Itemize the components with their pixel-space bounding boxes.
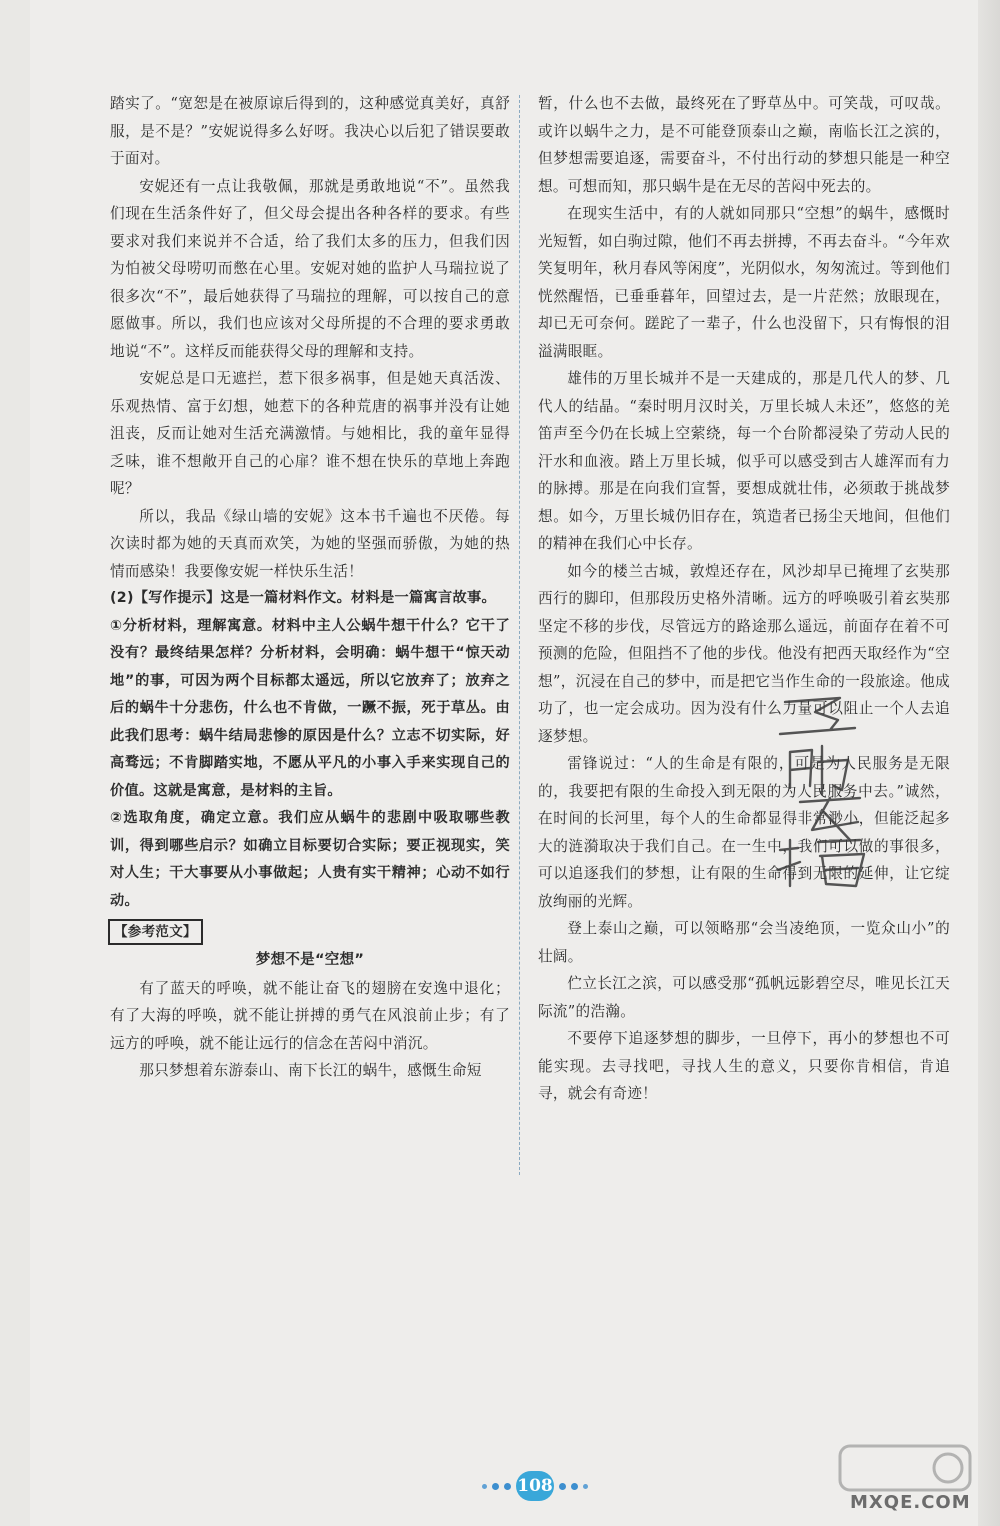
left-column xyxy=(110,90,510,1085)
body-paragraph: 安妮总是口无遮拦，惹下很多祸事，但是她天真活泼、乐观热情、富于幻想，她惹下的各种荒唐的祸事并没有让她沮丧，反而让她对生活充满激情。与她相比，我的童年显得乏味，谁不想敞开自己的心扉？谁不想在快乐的草地上奔跑呢？ xyxy=(110,370,510,497)
writing-tip-angle: ②选取角度，确定立意。我们应从蜗牛的悲剧中吸取哪些教训，得到哪些启示？如确立目标要切合实际；要正视现实，笑对人生；干大事要从小事做起；人贵有实干精神；心动不如行动。 xyxy=(110,810,510,909)
body-paragraph: 安妮还有一点让我敬佩，那就是勇敢地说“不”。虽然我们现在生活条件好了，但父母会提出各种各样的要求。有些要求对我们来说并不合适，给了我们太多的压力，但我们因为怕被父母唠叨而憋在心里。安妮对她的监护人马瑞拉说了很多次“不”，最后她获得了马瑞拉的理解，可以按自己的意愿做事。所以，我们也应该对父母所提的不合理的要求勇敢地说“不”。这样反而能获得父母的理解和支持。 xyxy=(110,177,510,360)
essay-paragraph: 在现实生活中，有的人就如同那只“空想”的蜗牛，感慨时光短暂，如白驹过隙，他们不再去拼搏，不再去奋斗。“今年欢笑复明年，秋月春风等闲度”，光阴似水，匆匆流过。等到他们恍然醒悟，已垂垂暮年，回望过去，是一片茫然；放眼现在，却已无可奈何。蹉跎了一辈子，什么也没留下，只有悔恨的泪溢满眼眶。 xyxy=(538,205,950,360)
essay-title: 梦想不是“空想” xyxy=(255,952,365,968)
body-paragraph: 所以，我品《绿山墙的安妮》这本书千遍也不厌倦。每次读时都为她的天真而欢笑，为她的坚强而骄傲，为她的热情而感染！我要像安妮一样快乐生活！ xyxy=(110,507,510,580)
watermark-glyph-icon xyxy=(820,1440,990,1495)
handwritten-annotation xyxy=(760,690,910,890)
essay-paragraph: 暂，什么也不去做，最终死在了野草丛中。可笑哉，可叹哉。或许以蜗牛之力，是不可能登顶泰山之巅，南临长江之滨的，但梦想需要追逐，需要奋斗，不付出行动的梦想只能是一种空想。可想而知，那只蜗牛是在无尽的苦闷中死去的。 xyxy=(538,95,950,195)
essay-paragraph: 登上泰山之巅，可以领略那“会当凌绝顶，一览众山小”的壮阔。 xyxy=(538,920,950,965)
page-number: 108 xyxy=(516,1471,554,1501)
document-page xyxy=(30,0,980,1526)
essay-paragraph: 伫立长江之滨，可以感受那“孤帆远影碧空尽，唯见长江天际流”的浩瀚。 xyxy=(538,975,950,1020)
writing-tip-analysis: ①分析材料，理解寓意。材料中主人公蜗牛想干什么？它干了没有？最终结果怎样？分析材料，会明确：蜗牛想干“惊天动地”的事，可因为两个目标都太遥远，所以它放弃了；放弃之后的蜗牛十分悲伤，什么也不肯做，一蹶不振，死于草丛。由此我们思考：蜗牛结局悲惨的原因是什么？立志不切实际，好高骛远；不肯脚踏实地，不愿从平凡的小事入手来实现自己的价值。这就是寓意，是材料的主旨。 xyxy=(110,617,510,799)
decorative-dot xyxy=(492,1483,499,1490)
watermark-logo xyxy=(820,1440,990,1520)
body-paragraph: 踏实了。“宽恕是在被原谅后得到的，这种感觉真美好，真舒服，是不是？”安妮说得多么好呀。我决心以后犯了错误要敢于面对。 xyxy=(110,95,510,167)
essay-paragraph: 雄伟的万里长城并不是一天建成的，那是几代人的梦、几代人的结晶。“秦时明月汉时关，万里长城人未还”，悠悠的羌笛声至今仍在长城上空萦绕，每一个台阶都浸染了劳动人民的汗水和血液。踏上万里长城，似乎可以感受到古人雄浑而有力的脉搏。那是在向我们宣誓，要想成就壮伟，必须敢于挑战梦想。如今，万里长城仍旧存在，筑造者已扬尘天地间，但他们的精神在我们心中长存。 xyxy=(538,370,950,552)
essay-paragraph: 雷锋说过：“人的生命是有限的，可是为人民服务是无限的，我要把有限的生命投入到无限的为人民服务中去。”诚然，在时间的长河里，每个人的生命都显得非常渺小，但能泛起多大的涟漪取决于我们自己。在一生中，我们可以做的事很多，可以追逐我们的梦想，让有限的生命得到无限的延伸，让它绽放绚丽的光辉。 xyxy=(538,755,950,910)
decorative-dot xyxy=(559,1483,566,1490)
decorative-dot xyxy=(482,1484,487,1489)
essay-paragraph: 如今的楼兰古城，敦煌还存在，风沙却早已掩埋了玄奘那西行的脚印，但那段历史格外清晰。远方的呼唤吸引着玄奘那坚定不移的步伐，尽管远方的路途那么遥远，前面存在着不可预测的危险，但阻挡不了他的步伐。他没有把西天取经作为“空想”，沉浸在自己的梦中，而是把它当作生命的一段旅途。他成功了，也一定会成功。因为没有什么力量可以阻止一个人去追逐梦想。 xyxy=(538,562,950,745)
decorative-dot xyxy=(571,1483,578,1490)
essay-paragraph: 那只梦想着东游泰山、南下长江的蜗牛，感慨生命短 xyxy=(139,1062,482,1079)
writing-tip-heading: (2)【写作提示】这是一篇材料作文。材料是一篇寓言故事。 xyxy=(110,590,496,606)
watermark-text: MXQE.COM xyxy=(850,1492,971,1513)
column-divider xyxy=(519,95,520,1175)
essay-paragraph: 有了蓝天的呼唤，就不能让奋飞的翅膀在安逸中退化；有了大海的呼唤，就不能让拼搏的勇气在风浪前止步；有了远方的呼唤，就不能让远行的信念在苦闷中消沉。 xyxy=(110,979,510,1052)
page-number-badge xyxy=(475,1470,595,1502)
decorative-dot xyxy=(583,1484,588,1489)
page-edge xyxy=(978,0,1000,1526)
sample-essay-label: 【参考范文】 xyxy=(108,919,203,945)
decorative-dot xyxy=(504,1483,511,1490)
essay-paragraph: 不要停下追逐梦想的脚步，一旦停下，再小的梦想也不可能实现。去寻找吧，寻找人生的意义，只要你肯相信，肯追寻，就会有奇迹！ xyxy=(538,1030,950,1102)
right-column xyxy=(538,90,950,1108)
